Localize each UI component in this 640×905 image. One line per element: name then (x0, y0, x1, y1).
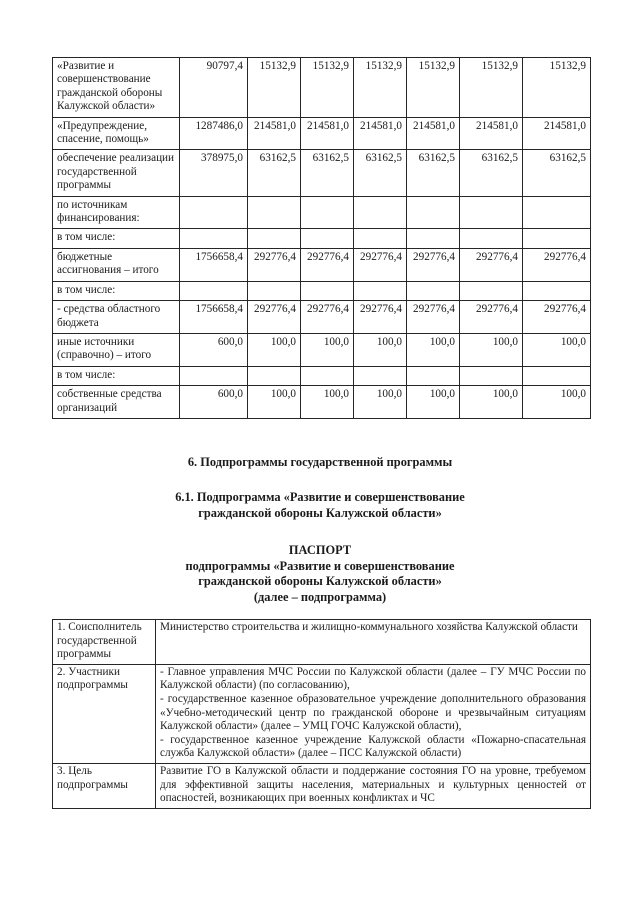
row-value: 100,0 (354, 333, 407, 366)
row-value (248, 366, 301, 385)
passport-title-line1: подпрограммы «Развитие и совершенствование (185, 558, 455, 573)
row-value: 1756658,4 (180, 248, 248, 281)
row-value: 63162,5 (523, 150, 591, 196)
financing-summary-table (52, 57, 591, 419)
row-value: 15132,9 (248, 58, 301, 118)
row-value: 292776,4 (248, 248, 301, 281)
row-value: 100,0 (354, 386, 407, 419)
table-row (53, 664, 591, 763)
row-value (248, 281, 301, 300)
row-value: 378975,0 (180, 150, 248, 196)
passport-paragraph: Министерство строительства и жилищно-коммунального хозяйства Калужской области (160, 621, 578, 633)
passport-heading (0, 543, 640, 605)
row-value: 100,0 (301, 386, 354, 419)
row-value: 100,0 (460, 386, 523, 419)
row-label: - средства областного бюджета (53, 301, 180, 334)
row-label: в том числе: (53, 229, 180, 248)
row-value: 214581,0 (407, 117, 460, 150)
row-value: 90797,4 (180, 58, 248, 118)
table-row (53, 620, 591, 665)
passport-row-key: 1. Соисполнитель государственной программы (53, 620, 156, 665)
passport-paragraph: - государственное казенное учреждение Калужской области «Пожарно-спасательная служба Калужской области» (далее – ПСС Калужской области) (160, 733, 586, 760)
row-label: «Развитие и совершенствование гражданской обороны Калужской области» (53, 58, 180, 118)
row-value (354, 281, 407, 300)
financing-table-container (52, 57, 590, 419)
table-row (53, 281, 591, 300)
table-row (53, 150, 591, 196)
row-value: 292776,4 (523, 301, 591, 334)
row-value: 63162,5 (407, 150, 460, 196)
row-value (354, 196, 407, 229)
headings-block (0, 455, 640, 605)
row-label: в том числе: (53, 366, 180, 385)
passport-row-value (156, 664, 591, 763)
row-value: 100,0 (407, 333, 460, 366)
row-value: 1287486,0 (180, 117, 248, 150)
row-value (407, 196, 460, 229)
row-value (523, 196, 591, 229)
row-label: «Предупреждение, спасение, помощь» (53, 117, 180, 150)
row-value (354, 366, 407, 385)
table-row (53, 117, 591, 150)
row-value (180, 196, 248, 229)
row-value: 292776,4 (301, 301, 354, 334)
row-value (248, 229, 301, 248)
row-value (180, 281, 248, 300)
table-row (53, 196, 591, 229)
row-value (301, 366, 354, 385)
row-label: иные источники (справочно) – итого (53, 333, 180, 366)
passport-paragraph: - Главное управления МЧС России по Калужской области (далее – ГУ МЧС России по Калужской области) (по согласованию), (160, 665, 586, 692)
subprogram-passport-table (52, 619, 591, 809)
row-value: 214581,0 (523, 117, 591, 150)
passport-paragraph: - государственное казенное образовательное учреждение дополнительного образования «Учебно-методический центр по гражданской обороне и чрезвычайным ситуациям Калужской области» (далее – УМЦ ГОЧС Калужской области), (160, 692, 586, 733)
row-value: 292776,4 (460, 248, 523, 281)
row-value: 600,0 (180, 386, 248, 419)
row-value: 100,0 (248, 333, 301, 366)
row-value: 1756658,4 (180, 301, 248, 334)
row-value (301, 281, 354, 300)
passport-row-key: 2. Участники подпрограммы (53, 664, 156, 763)
table-row (53, 386, 591, 419)
row-value: 214581,0 (354, 117, 407, 150)
row-value: 63162,5 (301, 150, 354, 196)
row-value: 15132,9 (407, 58, 460, 118)
subsection-heading-line2: гражданской обороны Калужской области» (198, 505, 442, 520)
row-label: обеспечение реализации государственной программы (53, 150, 180, 196)
row-value: 292776,4 (407, 301, 460, 334)
row-value: 292776,4 (407, 248, 460, 281)
table-row (53, 229, 591, 248)
subsection-heading (0, 490, 640, 521)
row-value (180, 366, 248, 385)
row-value: 214581,0 (248, 117, 301, 150)
row-value: 63162,5 (354, 150, 407, 196)
passport-table-container (52, 619, 590, 809)
row-value (407, 366, 460, 385)
passport-paragraph: Развитие ГО в Калужской области и поддержание состояния ГО на уровне, требуемом для эффективной защиты населения, материальных и культурных ценностей от опасностей, возникающих при военных конфликтах и ЧС (160, 764, 586, 805)
row-value (523, 366, 591, 385)
row-value: 292776,4 (523, 248, 591, 281)
row-value (301, 229, 354, 248)
row-value: 214581,0 (301, 117, 354, 150)
table-row (53, 763, 591, 808)
passport-row-key: 3. Цель подпрограммы (53, 763, 156, 808)
table-row (53, 301, 591, 334)
row-value: 15132,9 (301, 58, 354, 118)
row-value: 15132,9 (460, 58, 523, 118)
passport-title-line2: гражданской обороны Калужской области» (198, 574, 442, 588)
row-value (460, 196, 523, 229)
table-row (53, 333, 591, 366)
table-row (53, 248, 591, 281)
row-value: 100,0 (301, 333, 354, 366)
row-value: 214581,0 (460, 117, 523, 150)
row-value: 63162,5 (248, 150, 301, 196)
row-value: 100,0 (523, 333, 591, 366)
row-value (460, 366, 523, 385)
row-value: 100,0 (407, 386, 460, 419)
row-value (523, 281, 591, 300)
row-label: бюджетные ассигнования – итого (53, 248, 180, 281)
row-value: 63162,5 (460, 150, 523, 196)
row-value (354, 229, 407, 248)
passport-row-value (156, 763, 591, 808)
row-label: собственные средства организаций (53, 386, 180, 419)
row-value: 292776,4 (354, 301, 407, 334)
passport-note: (далее – подпрограмма) (253, 589, 387, 604)
row-label: в том числе: (53, 281, 180, 300)
row-value: 15132,9 (354, 58, 407, 118)
table-row (53, 58, 591, 118)
row-value (301, 196, 354, 229)
row-value (460, 229, 523, 248)
row-value (407, 229, 460, 248)
section-heading: 6. Подпрограммы государственной программы (187, 455, 453, 469)
row-value: 100,0 (523, 386, 591, 419)
row-value (180, 229, 248, 248)
row-value: 15132,9 (523, 58, 591, 118)
row-label: по источникам финансирования: (53, 196, 180, 229)
row-value (460, 281, 523, 300)
row-value: 600,0 (180, 333, 248, 366)
row-value: 292776,4 (248, 301, 301, 334)
row-value: 292776,4 (301, 248, 354, 281)
row-value: 100,0 (248, 386, 301, 419)
row-value (248, 196, 301, 229)
table-row (53, 366, 591, 385)
subsection-heading-line1: 6.1. Подпрограмма «Развитие и совершенствование (175, 490, 465, 504)
passport-word: ПАСПОРТ (288, 543, 352, 557)
passport-table-body (53, 620, 591, 809)
row-value: 100,0 (460, 333, 523, 366)
row-value (407, 281, 460, 300)
passport-row-value (156, 620, 591, 665)
row-value: 292776,4 (460, 301, 523, 334)
row-value (523, 229, 591, 248)
financing-table-body (53, 58, 591, 419)
row-value: 292776,4 (354, 248, 407, 281)
